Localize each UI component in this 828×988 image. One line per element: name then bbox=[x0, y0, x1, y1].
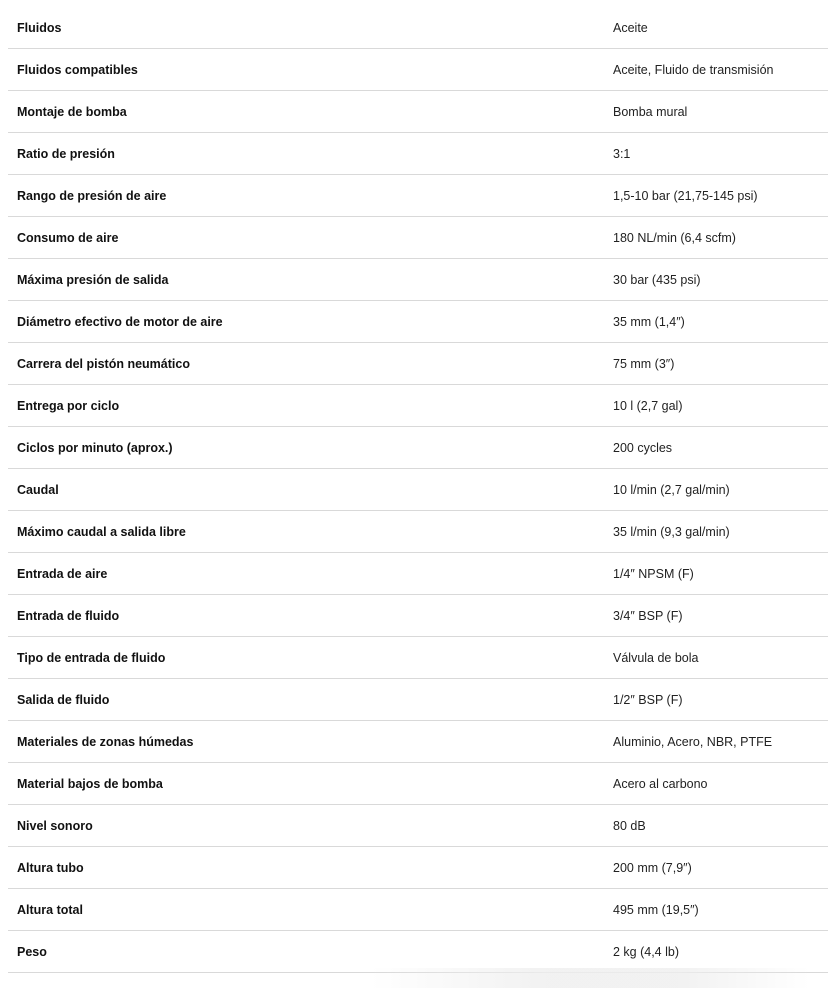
spec-value: 3/4″ BSP (F) bbox=[613, 608, 683, 623]
spec-value: 10 l/min (2,7 gal/min) bbox=[613, 482, 730, 497]
spec-row-tipo-de-entrada-de-fluido bbox=[8, 637, 828, 679]
spec-label: Tipo de entrada de fluido bbox=[17, 650, 166, 665]
spec-table bbox=[8, 7, 828, 973]
spec-row-nivel-sonoro bbox=[8, 805, 828, 847]
spec-label: Rango de presión de aire bbox=[17, 188, 167, 203]
spec-row-entrada-de-aire bbox=[8, 553, 828, 595]
spec-label: Altura total bbox=[17, 902, 83, 917]
spec-row-montaje-de-bomba bbox=[8, 91, 828, 133]
spec-value: 35 l/min (9,3 gal/min) bbox=[613, 524, 730, 539]
spec-row-materiales-zonas-humedas bbox=[8, 721, 828, 763]
spec-value: Válvula de bola bbox=[613, 650, 699, 665]
spec-row-entrada-de-fluido bbox=[8, 595, 828, 637]
spec-label: Diámetro efectivo de motor de aire bbox=[17, 314, 223, 329]
spec-row-maxima-presion-de-salida bbox=[8, 259, 828, 301]
spec-value: 1,5-10 bar (21,75-145 psi) bbox=[613, 188, 758, 203]
spec-row-altura-tubo bbox=[8, 847, 828, 889]
spec-label: Salida de fluido bbox=[17, 692, 110, 707]
spec-row-diametro-efectivo bbox=[8, 301, 828, 343]
spec-value: 75 mm (3″) bbox=[613, 356, 675, 371]
spec-row-ratio-de-presion bbox=[8, 133, 828, 175]
spec-row-carrera-del-piston bbox=[8, 343, 828, 385]
spec-label: Fluidos compatibles bbox=[17, 62, 138, 77]
spec-value: Acero al carbono bbox=[613, 776, 708, 791]
spec-label: Entrega por ciclo bbox=[17, 398, 120, 413]
spec-row-salida-de-fluido bbox=[8, 679, 828, 721]
spec-label: Material bajos de bomba bbox=[17, 776, 163, 791]
spec-row-fluidos bbox=[8, 7, 828, 49]
spec-value: Aceite, Fluido de transmisión bbox=[613, 62, 774, 77]
spec-value: 2 kg (4,4 lb) bbox=[613, 944, 680, 959]
spec-label: Peso bbox=[17, 944, 47, 959]
spec-value: Aluminio, Acero, NBR, PTFE bbox=[613, 734, 773, 749]
spec-label: Montaje de bomba bbox=[17, 104, 127, 119]
spec-row-ciclos-por-minuto bbox=[8, 427, 828, 469]
spec-row-maximo-caudal bbox=[8, 511, 828, 553]
spec-row-consumo-de-aire bbox=[8, 217, 828, 259]
bottom-shadow bbox=[370, 968, 810, 988]
spec-row-caudal bbox=[8, 469, 828, 511]
spec-value: 30 bar (435 psi) bbox=[613, 272, 701, 287]
spec-label: Carrera del pistón neumático bbox=[17, 356, 190, 371]
spec-label: Máximo caudal a salida libre bbox=[17, 524, 186, 539]
spec-value: 10 l (2,7 gal) bbox=[613, 398, 683, 413]
spec-label: Altura tubo bbox=[17, 860, 84, 875]
spec-label: Entrada de aire bbox=[17, 566, 108, 581]
spec-value: 495 mm (19,5″) bbox=[613, 902, 699, 917]
spec-label: Materiales de zonas húmedas bbox=[17, 734, 194, 749]
spec-label: Entrada de fluido bbox=[17, 608, 120, 623]
spec-row-fluidos-compatibles bbox=[8, 49, 828, 91]
spec-label: Máxima presión de salida bbox=[17, 272, 169, 287]
spec-value: 3:1 bbox=[613, 146, 631, 161]
spec-row-entrega-por-ciclo bbox=[8, 385, 828, 427]
spec-value: 1/4″ NPSM (F) bbox=[613, 566, 694, 581]
spec-value: 80 dB bbox=[613, 818, 646, 833]
spec-value: 35 mm (1,4″) bbox=[613, 314, 685, 329]
spec-row-altura-total bbox=[8, 889, 828, 931]
spec-label: Fluidos bbox=[17, 20, 62, 35]
spec-row-peso bbox=[8, 931, 828, 973]
spec-row-rango-de-presion-de-aire bbox=[8, 175, 828, 217]
spec-value: 1/2″ BSP (F) bbox=[613, 692, 683, 707]
spec-label: Caudal bbox=[17, 482, 59, 497]
spec-label: Consumo de aire bbox=[17, 230, 119, 245]
spec-label: Ratio de presión bbox=[17, 146, 115, 161]
spec-value: 200 cycles bbox=[613, 440, 673, 455]
spec-label: Nivel sonoro bbox=[17, 818, 93, 833]
spec-value: Bomba mural bbox=[613, 104, 688, 119]
spec-row-material-bajos-de-bomba bbox=[8, 763, 828, 805]
spec-value: Aceite bbox=[613, 20, 648, 35]
spec-label: Ciclos por minuto (aprox.) bbox=[17, 440, 173, 455]
spec-value: 180 NL/min (6,4 scfm) bbox=[613, 230, 736, 245]
spec-value: 200 mm (7,9″) bbox=[613, 860, 692, 875]
